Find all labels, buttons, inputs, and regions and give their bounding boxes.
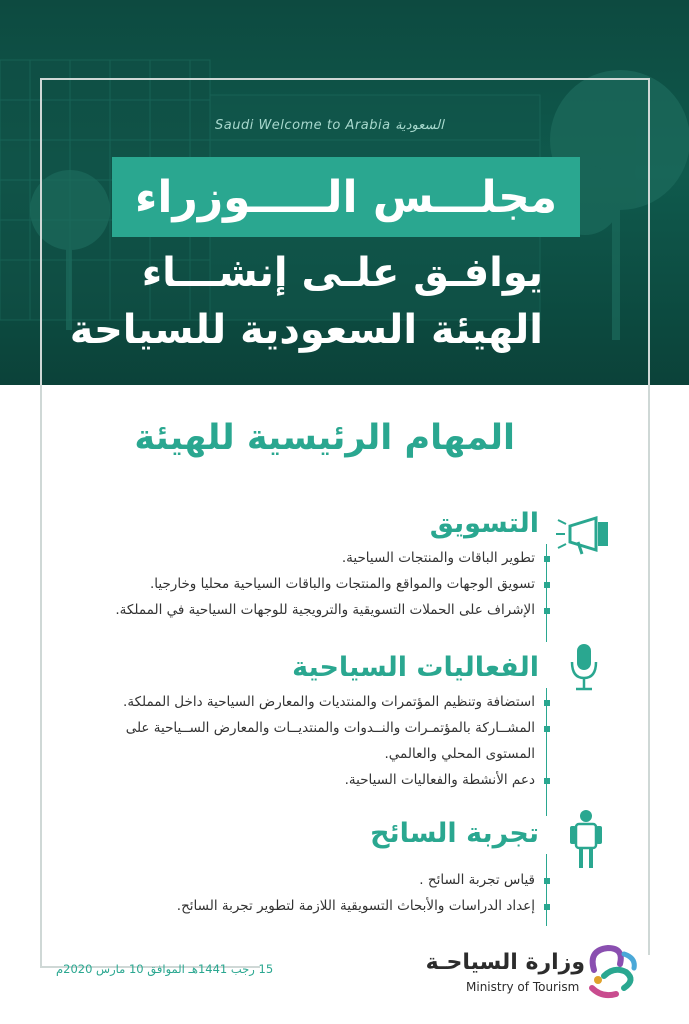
section-tourist-experience bbox=[39, 818, 539, 919]
ministry-logo-arabic: وزارة السياحـة bbox=[425, 950, 585, 975]
section-events-title: الفعاليات السياحية bbox=[292, 652, 539, 683]
list-item: تسويق الوجهات والمواقع والمنتجات والباقات السياحية محليا وخارجيا. bbox=[39, 571, 539, 597]
section-marketing bbox=[39, 508, 539, 623]
section-events-list bbox=[39, 689, 539, 793]
section-tourist-title: تجربة السائح bbox=[370, 818, 539, 849]
list-item: الإشراف على الحملات التسويقية والترويجية للوجهات السياحية في المملكة. bbox=[39, 597, 539, 623]
list-item: قياس تجربة السائح . bbox=[39, 867, 539, 893]
page-title-text: مجلـــس الـــــوزراء bbox=[134, 171, 558, 223]
list-item: إعداد الدراسات والأبحاث التسويقية اللازمة لتطوير تجربة السائح. bbox=[39, 893, 539, 919]
ministry-logo-icon bbox=[584, 940, 642, 1002]
list-item: تطوير الباقات والمنتجات السياحية. bbox=[39, 545, 539, 571]
page-subtitle-line2: الهيئة السعودية للسياحة bbox=[69, 307, 543, 353]
ministry-logo-english: Ministry of Tourism bbox=[466, 980, 580, 994]
section-tourist-line bbox=[546, 854, 547, 926]
megaphone-icon bbox=[556, 512, 616, 556]
section-marketing-list bbox=[39, 545, 539, 623]
building-sign: Saudi Welcome to Arabia السعودية bbox=[215, 118, 444, 133]
section-marketing-title: التسويق bbox=[429, 508, 539, 539]
microphone-icon bbox=[568, 642, 600, 692]
page-subtitle-line1: يوافـق علـى إنشـــاء bbox=[141, 250, 543, 296]
section-tourist-list bbox=[39, 867, 539, 919]
list-item: استضافة وتنظيم المؤتمرات والمنتديات والمعارض السياحية داخل المملكة. bbox=[39, 689, 539, 715]
list-item: المستوى المحلي والعالمي. bbox=[384, 746, 535, 762]
section-events-line bbox=[546, 688, 547, 816]
list-item: دعم الأنشطة والفعاليات السياحية. bbox=[39, 767, 539, 793]
tourist-icon bbox=[568, 808, 604, 870]
footer-date: 15 رجب 1441هـ الموافق 10 مارس 2020م bbox=[56, 962, 274, 976]
list-item: المشــاركة بالمؤتمـرات والنــدوات والمنتديــات والمعارض الســياحية على bbox=[39, 715, 539, 741]
page-title bbox=[112, 157, 580, 237]
section-events bbox=[39, 652, 539, 793]
section-heading: المهام الرئيسية للهيئة bbox=[134, 418, 515, 458]
